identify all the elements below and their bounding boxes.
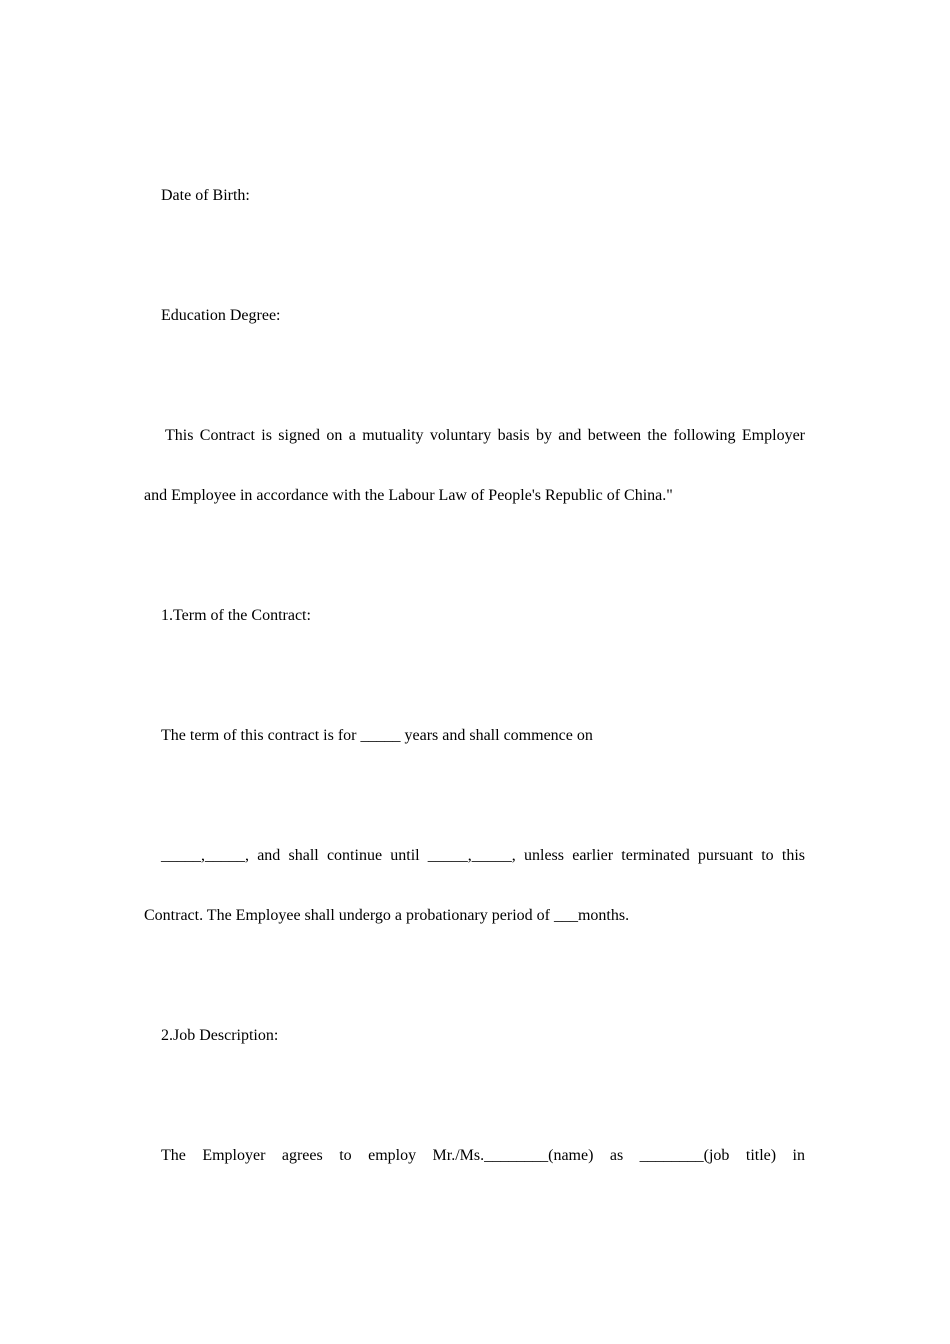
intro-paragraph-line-2: and Employee in accordance with the Labour Law of People's Republic of China." [144,487,673,504]
date-of-birth-label: Date of Birth: [161,187,250,204]
education-degree-label: Education Degree: [161,307,281,324]
term-paragraph-line-3: Contract. The Employee shall undergo a probationary period of ___months. [144,907,630,924]
section-2-heading: 2.Job Description: [161,1027,279,1044]
term-paragraph-line-2: _____,_____, and shall continue until _____,_____, unless earlier terminated pursuant to this [161,847,805,864]
section-1-heading: 1.Term of the Contract: [161,607,311,624]
intro-paragraph-line-1: This Contract is signed on a mutuality voluntary basis by and between the following Employer [165,427,805,444]
term-paragraph-line-1: The term of this contract is for _____ years and shall commence on [161,727,593,744]
job-description-line-1: The Employer agrees to employ Mr./Ms.________(name) as ________(job title) in [161,1147,805,1164]
